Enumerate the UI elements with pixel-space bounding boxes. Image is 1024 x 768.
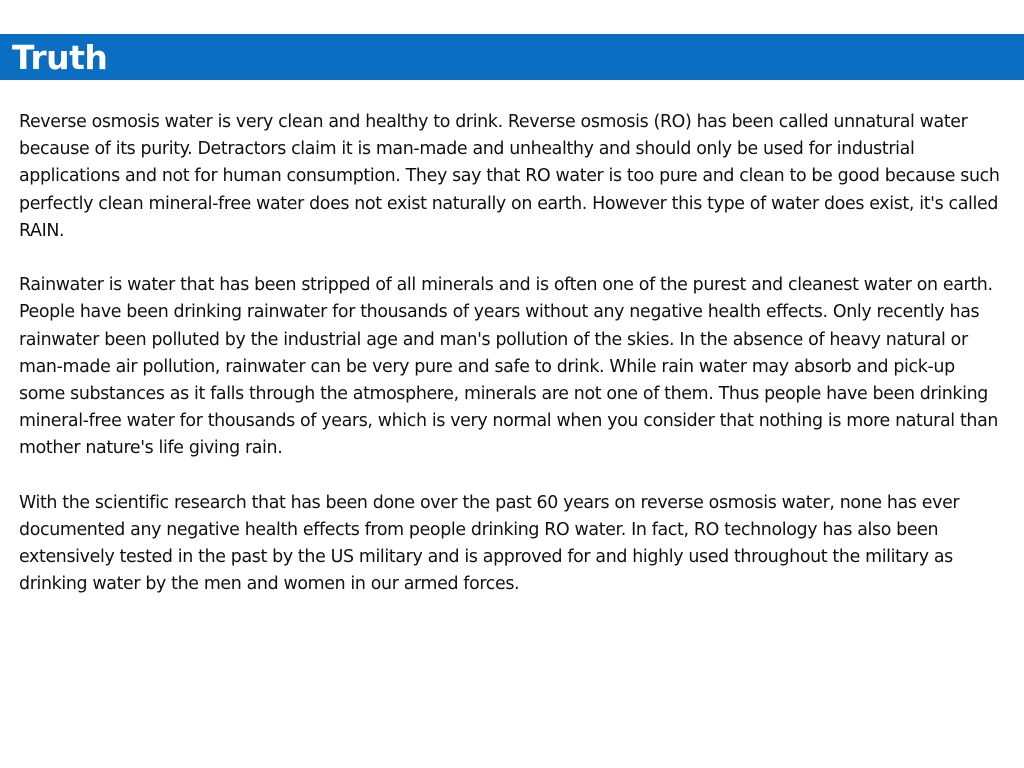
title-bar — [0, 34, 1024, 80]
slide-body — [19, 109, 1004, 626]
slide-title: Truth — [12, 38, 108, 77]
paragraph-1: Reverse osmosis water is very clean and healthy to drink. Reverse osmosis (RO) has been called unnatural water because of its purity. Detractors claim it is man-made and unhealthy and should only be used for industrial applications and not for human consumption. They say that RO water is too pure and clean to be good because such perfectly clean mineral-free water does not exist naturally on earth. However this type of water does exist, it's called RAIN. — [19, 112, 1000, 241]
paragraph-2: Rainwater is water that has been stripped of all minerals and is often one of the purest and cleanest water on earth. People have been drinking rainwater for thousands of years without any negative health effects. Only recently has rainwater been polluted by the industrial age and man's pollution of the skies. In the absence of heavy natural or man-made air pollution, rainwater can be very pure and safe to drink. While rain water may absorb and pick-up some substances as it falls through the atmosphere, minerals are not one of them. Thus people have been drinking mineral-free water for thousands of years, which is very normal when you consider that nothing is more natural than mother nature's life giving rain. — [19, 275, 999, 459]
paragraph-3: With the scientific research that has been done over the past 60 years on reverse osmosis water, none has ever documented any negative health effects from people drinking RO water. In fact, RO technology has also been extensively tested in the past by the US military and is approved for and highly used throughout the military as drinking water by the men and women in our armed forces. — [19, 492, 960, 595]
